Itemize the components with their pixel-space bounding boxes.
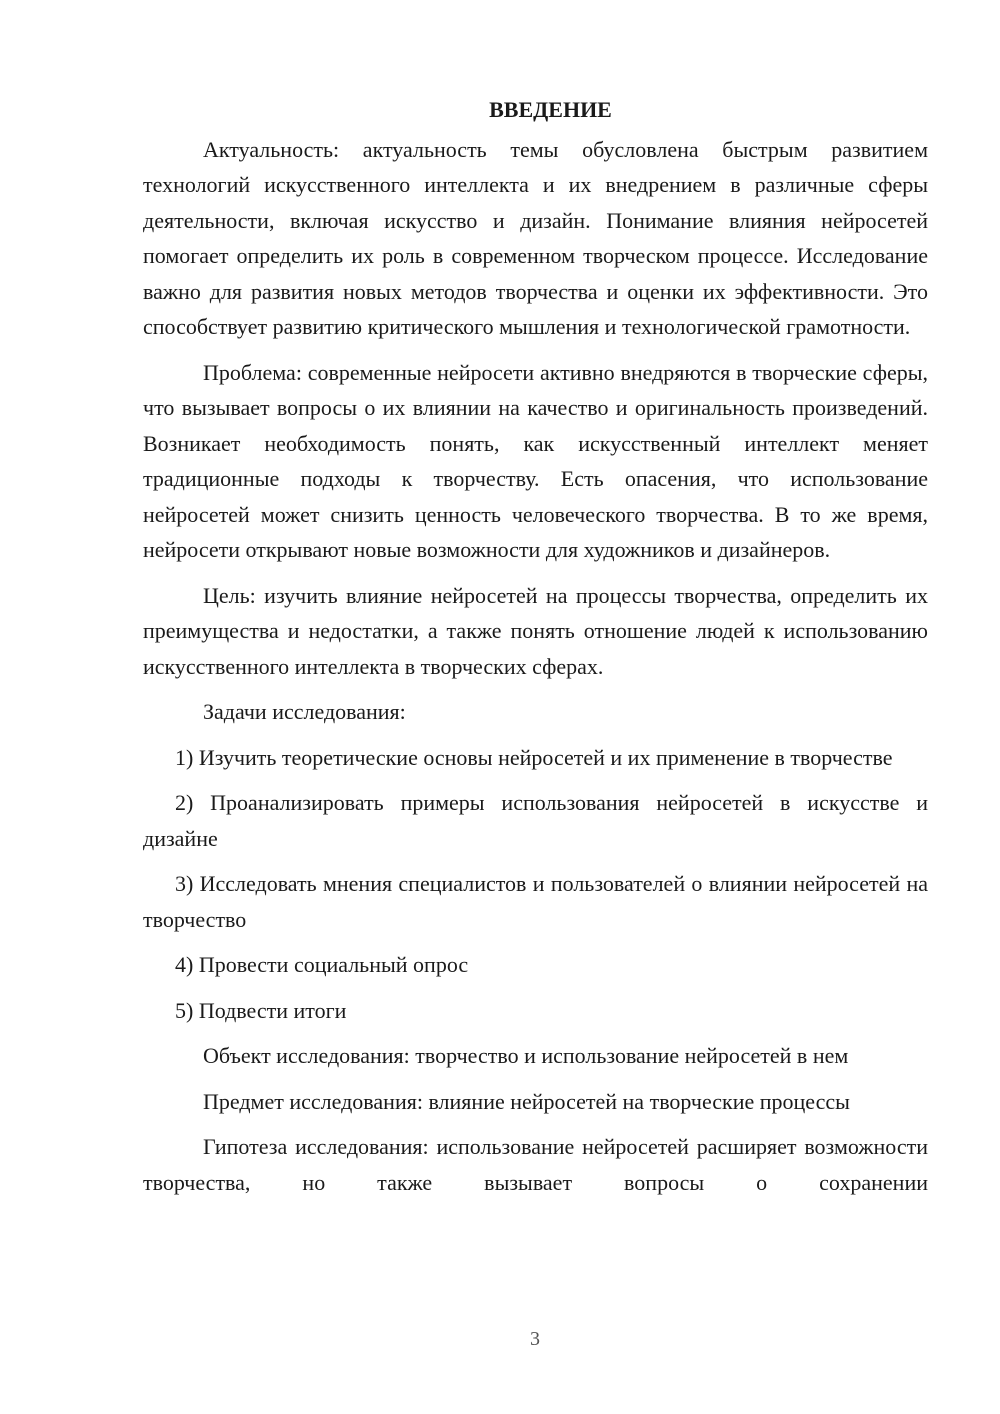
research-subject: Предмет исследования: влияние нейросетей на творческие процессы <box>203 1088 850 1114</box>
task-item: 2) Проанализировать примеры использования нейросетей в искусстве и дизайне <box>143 790 928 851</box>
page-content <box>143 92 928 1210</box>
task-item: 5) Подвести итоги <box>175 997 347 1023</box>
task-item: 1) Изучить теоретические основы нейросетей и их применение в творчестве <box>175 744 893 770</box>
research-object: Объект исследования: творчество и использование нейросетей в нем <box>203 1043 849 1068</box>
task-item: 3) Исследовать мнения специалистов и пользователей о влиянии нейросетей на творчество <box>143 871 928 932</box>
research-hypothesis: Гипотеза исследования: использование нейросетей расширяет возможности творчества, но также вызывает вопросы о сохранении <box>143 1134 928 1195</box>
problem-paragraph: Проблема: современные нейросети активно внедряются в творческие сферы, что вызывает вопросы о их влиянии на качество и оригинальность произведений. Возникает необходимость понять, как искусственный интеллект меняет традиционные подходы к творчеству. Есть опасения, что использование нейросетей может снизить ценность человеческого творчества. В то же время, нейросети открывают новые возможности для художников и дизайнеров. <box>143 359 928 562</box>
goal-paragraph: Цель: изучить влияние нейросетей на процессы творчества, определить их преимущества и недостатки, а также понять отношение людей к использованию искусственного интеллекта в творческих сферах. <box>143 582 928 679</box>
task-item: 4) Провести социальный опрос <box>175 952 469 977</box>
section-title: ВВЕДЕНИЕ <box>489 97 612 122</box>
relevance-paragraph: Актуальность: актуальность темы обусловлена быстрым развитием технологий искусственного интеллекта и их внедрением в различные сферы деятельности, включая искусство и дизайн. Понимание влияния нейросетей помогает определить их роль в современном творческом процессе. Исследование важно для развития новых методов творчества и оценки их эффективности. Это способствует развитию критического мышления и технологической грамотности. <box>143 136 928 339</box>
tasks-heading: Задачи исследования: <box>203 699 406 724</box>
page-number: 3 <box>530 1328 540 1350</box>
